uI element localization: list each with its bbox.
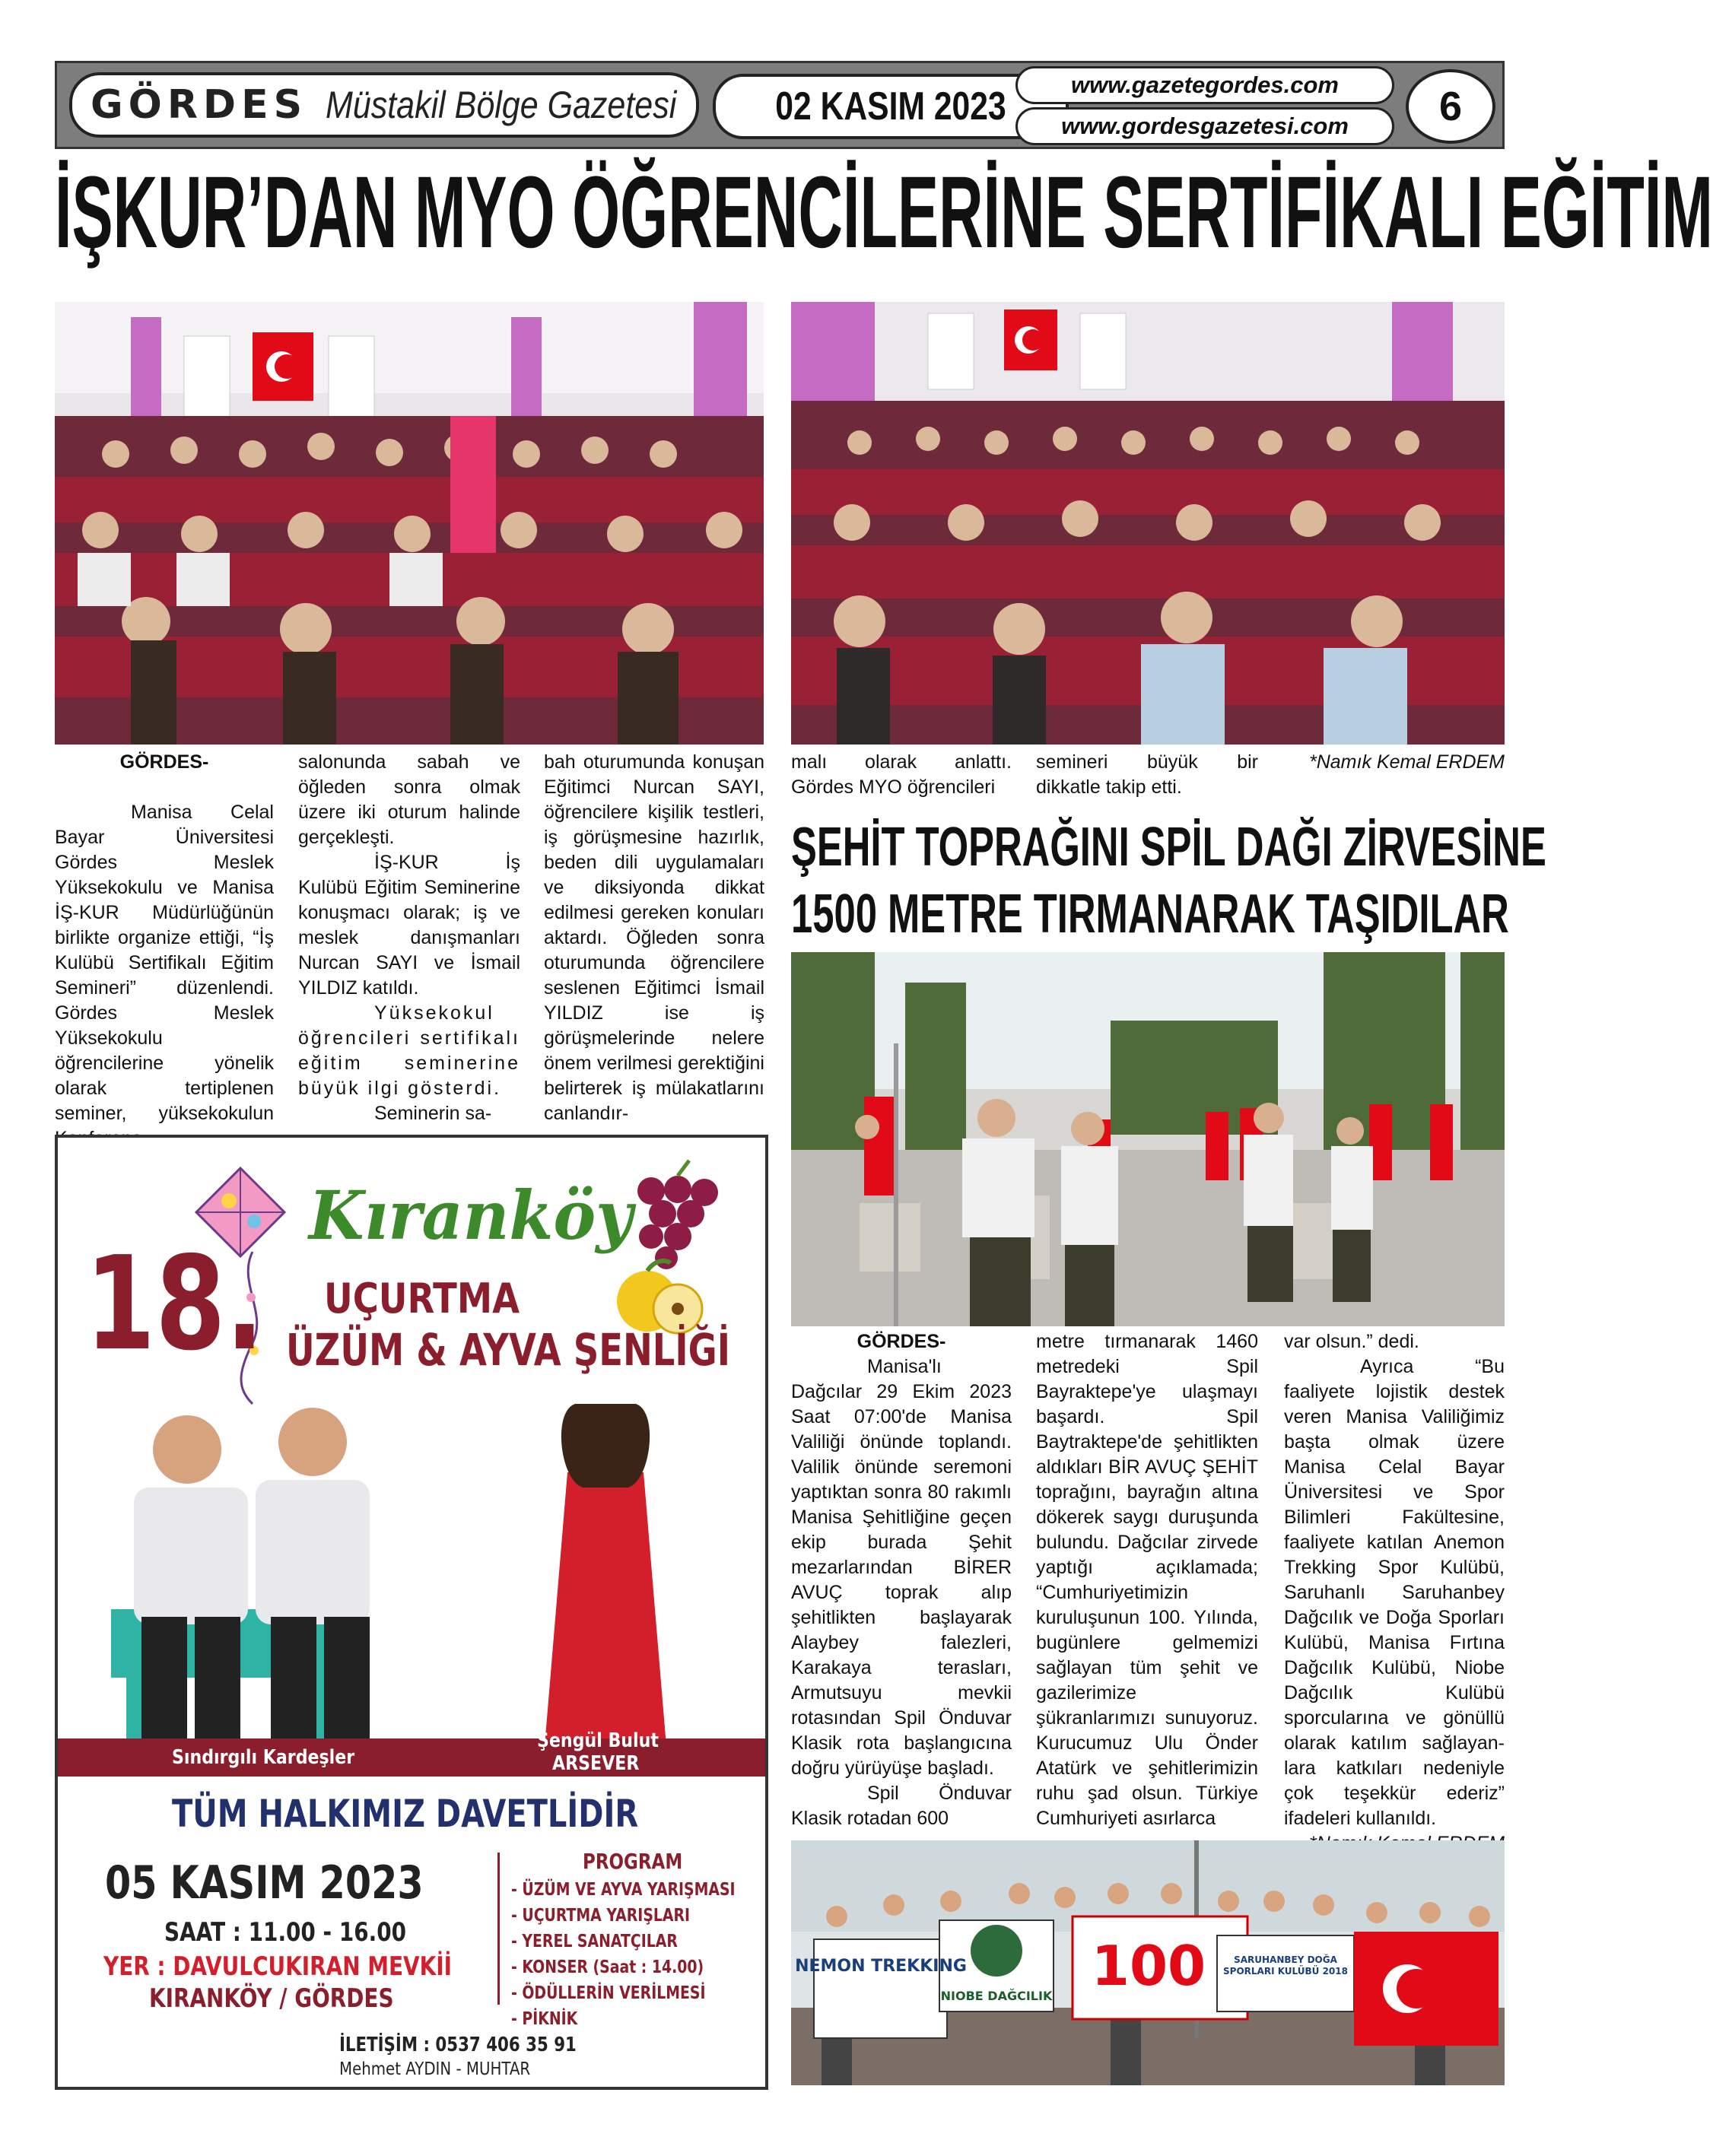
article2-paragraph-2: Spil Önduvar Klasik rotadan 600 xyxy=(791,1783,1012,1829)
ad-place-1: YER : DAVULCUKIRAN MEVKİİ xyxy=(103,1951,452,1982)
newspaper-tagline: Müstakil Bölge Gazetesi xyxy=(326,84,677,126)
issue-date: 02 KASIM 2023 xyxy=(775,84,1006,129)
headline-container xyxy=(55,156,1713,270)
ad-performers-band xyxy=(58,1738,765,1777)
article1-byline: *Namık Kemal ERDEM xyxy=(1309,751,1505,773)
summit-photo xyxy=(791,1840,1505,2085)
article2-headline-line-1: ŞEHİT TOPRAĞINI SPİL DAĞI ZİRVESİNE xyxy=(791,817,1546,878)
article1-paragraph-6: bah oturumunda konuşan Eğitimci Nurcan SAYI, öğrencilere kişilik testleri, iş görüşmesine hazırlık, beden dili uygulamaları ve diksiyonda dikkat edilmesi gereken konuları aktardı. Öğleden sonra oturumunda öğrencilere seslenen Eğitimci İsmail YILDIZ ise iş görüşmelerinde nelere önem verilmesi gerektiğini belirterek iş mülakatlarını canlandır- xyxy=(544,751,764,1124)
ad-place-2: KIRANKÖY / GÖRDES xyxy=(149,1983,394,2014)
newspaper-name-box xyxy=(69,72,699,138)
seminar-photo-right xyxy=(791,302,1505,745)
ad-edition-number: 18. xyxy=(85,1229,264,1380)
article1-dateline: GÖRDES- xyxy=(119,751,209,773)
article1-paragraph-5: Seminerin sa- xyxy=(374,1103,492,1124)
article2-paragraph-4: var olsun.” dedi. xyxy=(1284,1331,1419,1352)
article2-headline-line-2: 1500 METRE TIRMANARAK TAŞIDILAR xyxy=(791,884,1509,945)
article1-paragraph-3: İŞ-KUR İş Kulübü Eğitim Seminerine konuşmacı olarak; iş ve meslek danışmanları Nurcan SAYI ve İsmail YILDIZ katıldı. xyxy=(298,852,520,999)
ad-title-line-2: ÜZÜM & AYVA ŞENLİĞİ xyxy=(286,1324,730,1376)
article2-paragraph-1: Manisa'lı Dağcılar 29 Ekim 2023 Saat 07:00'de Manisa Valiliği önünde toplandı. Valilik önünde seremoni yaptıktan sonra 80 rakımlı Manisa Şehitliğine geçen ekip burada Şehit mezarlarından BİRER AVUÇ toprak alıp şehitlikten başlayarak Alaybey falezleri, Karakaya terasları, Armutsuyu mevkii rotasından Spil Önduvar Klasik rota başlangıcına doğru yürüyüşe başladı. xyxy=(791,1356,1012,1779)
article1-paragraph-7: malı olarak anlattı. Gördes MYO öğrencileri xyxy=(791,751,1012,798)
article2-column-3 xyxy=(1284,1329,1505,1856)
article2-column-2 xyxy=(1036,1329,1258,1831)
article2-paragraph-3: metre tırmanarak 1460 metredeki Spil Bayraktepe'ye ulaşmayı başardı. Spil Baytraktepe'de şehitlikten aldıkları BİR AVUÇ ŞEHİT toprağını, bayrağın altına dökerek saygı duruşunda bulundu. Dağcılar zirvede yaptığı açıklamada; “Cumhuriyetimizin kuruluşunun 100. Yılında, bugünlere gelmemizi sağlayan tüm şehit ve gazilerimize şükranlarımızı sunuyoruz. Kurucumuz Ulu Önder Atatürk ve şehitlerimizin ruhu şad olsun. Türkiye Cumhuriyeti asırlarca xyxy=(1036,1331,1258,1829)
festival-advertisement xyxy=(55,1135,768,2090)
article1-column-2 xyxy=(298,750,520,1126)
article1-paragraph-8: semineri büyük bir dikkatle takip etti. xyxy=(1036,751,1258,798)
ad-time: SAAT : 11.00 - 16.00 xyxy=(164,1917,407,1948)
article2-column-1 xyxy=(791,1329,1012,1831)
ad-program-item: - ÖDÜLLERİN VERİLMESİ xyxy=(511,1983,706,2003)
anemon-banner-text: NEMON TREKKING xyxy=(795,1957,967,1976)
website-1-text: www.gazetegordes.com xyxy=(1071,71,1339,98)
website-link-2[interactable] xyxy=(1015,107,1394,145)
ad-program-item: - PİKNİK xyxy=(511,2009,578,2029)
ad-program-item: - UÇURTMA YARIŞLARI xyxy=(511,1906,691,1926)
page-number: 6 xyxy=(1438,84,1463,129)
article2-dateline: GÖRDES- xyxy=(856,1331,946,1352)
ad-performer-2-name: Şengül Bulut xyxy=(537,1729,659,1752)
newspaper-brand: GÖRDES xyxy=(91,82,308,128)
ad-performer-1: Sındırgılı Kardeşler xyxy=(172,1746,355,1769)
ad-divider xyxy=(497,1853,500,2005)
seminar-photo-right-image xyxy=(791,302,1505,745)
article1-column-4 xyxy=(791,750,1012,800)
ad-program-item: - KONSER (Saat : 14.00) xyxy=(511,1958,704,1977)
ad-event-date: 05 KASIM 2023 xyxy=(105,1856,424,1910)
ad-program-list xyxy=(511,1877,784,2032)
ad-title-line-1: UÇURTMA xyxy=(324,1275,520,1322)
ad-program-item: - ÜZÜM VE AYVA YARIŞMASI xyxy=(511,1880,736,1900)
website-2-text: www.gordesgazetesi.com xyxy=(1061,113,1349,139)
ad-performer-2-surname: ARSEVER xyxy=(552,1752,640,1775)
article2-headline xyxy=(791,814,1546,951)
article1-paragraph-4: Yüksekokul öğrencileri sertifikalı eğitim seminerine büyük ilgi gösterdi. xyxy=(298,1002,520,1099)
seminar-photo-left-image xyxy=(55,302,764,745)
cemetery-photo xyxy=(791,952,1505,1326)
page-number-badge xyxy=(1406,69,1495,144)
masthead xyxy=(55,61,1505,149)
ad-contact-person: Mehmet AYDIN - MUHTAR xyxy=(339,2059,531,2079)
article1-paragraph-2: salonunda sabah ve öğleden sonra olmak üzere iki oturum halinde gerçekleşti. xyxy=(298,751,520,848)
ad-program-title: PROGRAM xyxy=(583,1849,683,1874)
summit-photo-image xyxy=(791,1840,1505,2085)
ad-contact-phone: İLETİŞİM : 0537 406 35 91 xyxy=(339,2034,577,2056)
article2-paragraph-5: Ayrıca “Bu faaliyete lojistik destek veren Manisa Valiliğimiz başta olmak üzere Manisa Celal Bayar Üniversitesi ve Spor Bilimleri Fakültesine, faaliyete katılan Anemon Trekking Spor Kulübü, Saruhanlı Saruhanbey Dağcılık ve Doğa Sporları Kulübü, Manisa Fırtına Dağcılık Kulübü, Niobe Dağcılık Kulübü sporcularına ve gönüllü olarak katılım sağlayan- lara katkıları nedeniyle çok teşekkür ederiz” ifadeleri kullanıldı. xyxy=(1284,1356,1505,1829)
seminar-photo-left xyxy=(55,302,764,745)
cemetery-photo-image xyxy=(791,952,1505,1326)
article1-column-1 xyxy=(55,750,274,1151)
ad-program-item: - YEREL SANATÇILAR xyxy=(511,1932,678,1951)
page-title: İŞKUR’DAN MYO ÖĞRENCİLERİNE SERTİFİKALI EĞİTİM xyxy=(55,156,1713,269)
article1-column-5 xyxy=(1036,750,1258,800)
ad-village-name: Kıranköy xyxy=(309,1176,633,1255)
saruhanbey-banner-text: SARUHANBEY DOĞA SPORLARI KULÜBÜ 2018 xyxy=(1223,1954,1348,1977)
article1-paragraph-1: Manisa Celal Bayar Üniversitesi Gördes Meslek Yüksekokulu ve Manisa İŞ-KUR Müdürlüğünün birlikte organize ettiği, “İş Kulübü Sertifikalı Eğitim Semineri” düzenlendi. Gördes Meslek Yüksekokulu öğrencilerine yönelik olarak tertiplenen seminer, yüksekokulun xyxy=(55,802,274,1124)
ad-invitation: TÜM HALKIMIZ DAVETLİDİR xyxy=(172,1792,639,1836)
website-link-1[interactable] xyxy=(1015,66,1394,104)
ad-performers-image xyxy=(81,1389,750,1746)
article1-column-3 xyxy=(544,750,764,1126)
centenary-banner-text: 100 xyxy=(1091,1934,1206,1998)
niobe-banner-text: NIOBE DAĞCILIK xyxy=(940,1989,1053,2003)
